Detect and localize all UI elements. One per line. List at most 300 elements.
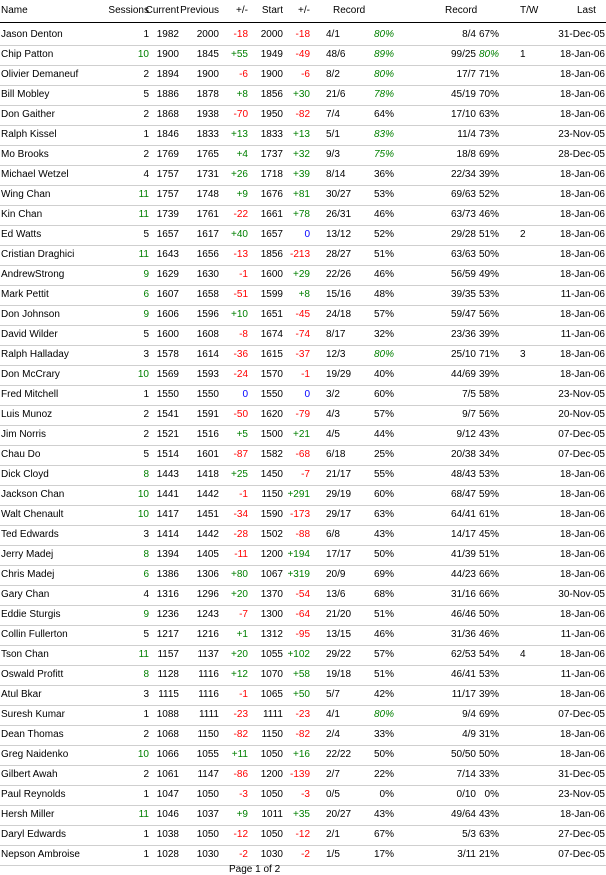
- delta-start: -74: [295, 329, 310, 340]
- sessions: 2: [143, 69, 149, 80]
- last-played: 18-Jan-06: [559, 469, 605, 480]
- current-rating: 1066: [156, 749, 179, 760]
- record-session: 15/16: [326, 289, 352, 300]
- delta-previous: +10: [231, 309, 248, 320]
- last-played: 18-Jan-06: [559, 309, 605, 320]
- record-total: 44/69: [450, 369, 476, 380]
- previous-rating: 1617: [196, 229, 219, 240]
- table-row: [0, 525, 606, 546]
- record-session-pct: 80%: [373, 349, 394, 360]
- player-name: Don Johnson: [1, 309, 60, 320]
- sessions: 10: [137, 49, 149, 60]
- record-total: 7/5: [462, 389, 476, 400]
- sessions: 10: [137, 489, 149, 500]
- record-total-pct: 49%: [478, 269, 499, 280]
- record-session: 4/5: [326, 429, 340, 440]
- last-played: 18-Jan-06: [559, 809, 605, 820]
- record-session: 22/26: [326, 269, 352, 280]
- start-rating: 1070: [260, 669, 283, 680]
- last-played: 07-Dec-05: [558, 709, 605, 720]
- record-session-pct: 57%: [373, 309, 394, 320]
- last-played: 11-Jan-06: [560, 669, 605, 680]
- record-total-pct: 50%: [478, 249, 499, 260]
- delta-previous: -50: [233, 409, 248, 420]
- record-session-pct: 80%: [373, 69, 394, 80]
- record-session: 19/29: [326, 369, 352, 380]
- start-rating: 1661: [260, 209, 283, 220]
- record-total: 39/35: [450, 289, 476, 300]
- current-rating: 1088: [156, 709, 179, 720]
- last-played: 18-Jan-06: [559, 89, 605, 100]
- record-total: 49/64: [450, 809, 476, 820]
- player-name: Eddie Sturgis: [1, 609, 61, 620]
- delta-start: +78: [293, 209, 310, 220]
- record-session: 24/18: [326, 309, 352, 320]
- table-row: [0, 65, 606, 86]
- sessions: 9: [143, 309, 149, 320]
- record-total: 8/4: [462, 29, 476, 40]
- sessions: 5: [143, 449, 149, 460]
- player-name: Dick Cloyd: [1, 469, 49, 480]
- previous-rating: 1405: [196, 549, 219, 560]
- table-row: [0, 205, 606, 226]
- previous-rating: 1630: [196, 269, 219, 280]
- table-row: [0, 565, 606, 586]
- record-total: 9/12: [456, 429, 476, 440]
- record-session: 19/18: [326, 669, 352, 680]
- current-rating: 1578: [156, 349, 179, 360]
- record-session-pct: 83%: [373, 129, 394, 140]
- record-session: 2/4: [326, 729, 340, 740]
- delta-start: +319: [287, 569, 310, 580]
- last-played: 18-Jan-06: [559, 169, 605, 180]
- sessions: 10: [137, 509, 149, 520]
- record-total: 68/47: [450, 489, 476, 500]
- record-session-pct: 57%: [373, 649, 394, 660]
- record-session-pct: 25%: [373, 449, 394, 460]
- sessions: 8: [143, 669, 149, 680]
- record-session: 0/5: [326, 789, 340, 800]
- last-played: 18-Jan-06: [559, 349, 605, 360]
- previous-rating: 1614: [196, 349, 219, 360]
- sessions: 1: [143, 829, 149, 840]
- last-played: 18-Jan-06: [559, 69, 605, 80]
- previous-rating: 1731: [196, 169, 219, 180]
- table-row: [0, 845, 606, 866]
- current-rating: 1514: [156, 449, 179, 460]
- page-footer: Page 1 of 2: [229, 864, 281, 875]
- record-session: 2/7: [326, 769, 340, 780]
- record-total: 17/7: [456, 69, 476, 80]
- delta-start: -68: [295, 449, 310, 460]
- record-session-pct: 60%: [373, 489, 394, 500]
- record-total-pct: 73%: [478, 129, 499, 140]
- delta-previous: -6: [239, 69, 248, 80]
- delta-start: +21: [293, 429, 310, 440]
- record-session-pct: 51%: [373, 249, 394, 260]
- previous-rating: 1900: [196, 69, 219, 80]
- last-played: 18-Jan-06: [559, 509, 605, 520]
- player-name: David Wilder: [1, 329, 58, 340]
- previous-rating: 1658: [196, 289, 219, 300]
- current-rating: 1128: [157, 669, 179, 680]
- last-played: 18-Jan-06: [559, 269, 605, 280]
- sessions: 4: [143, 169, 149, 180]
- delta-start: 0: [304, 389, 310, 400]
- start-rating: 1718: [260, 169, 283, 180]
- current-rating: 1657: [156, 229, 179, 240]
- record-total-pct: 50%: [478, 609, 499, 620]
- record-total: 11/4: [457, 129, 476, 140]
- last-played: 18-Jan-06: [559, 529, 605, 540]
- table-row: [0, 425, 606, 446]
- sessions: 2: [143, 109, 149, 120]
- last-played: 18-Jan-06: [559, 609, 605, 620]
- delta-previous: +8: [236, 89, 248, 100]
- record-session-pct: 46%: [373, 209, 394, 220]
- sessions: 1: [143, 129, 149, 140]
- record-total-pct: 50%: [478, 749, 499, 760]
- record-total: 14/17: [450, 529, 476, 540]
- current-rating: 1316: [156, 589, 179, 600]
- table-row: [0, 645, 606, 666]
- start-rating: 1065: [260, 689, 283, 700]
- current-rating: 1769: [156, 149, 179, 160]
- player-name: Ted Edwards: [1, 529, 59, 540]
- record-session-pct: 43%: [373, 809, 394, 820]
- player-name: Dean Thomas: [1, 729, 64, 740]
- delta-start: 0: [304, 229, 310, 240]
- current-rating: 1068: [156, 729, 179, 740]
- sessions: 8: [143, 549, 149, 560]
- last-played: 27-Dec-05: [558, 829, 605, 840]
- table-row: [0, 605, 606, 626]
- table-row: [0, 505, 606, 526]
- start-rating: 1599: [260, 289, 283, 300]
- record-total: 41/39: [450, 549, 476, 560]
- record-total: 17/10: [450, 109, 476, 120]
- start-rating: 1582: [260, 449, 283, 460]
- record-session-pct: 53%: [373, 189, 394, 200]
- player-name: Ed Watts: [1, 229, 42, 240]
- record-total: 23/36: [450, 329, 476, 340]
- table-row: [0, 125, 606, 146]
- last-played: 18-Jan-06: [559, 569, 605, 580]
- table-row: [0, 325, 606, 346]
- delta-start: -139: [289, 769, 310, 780]
- player-name: Daryl Edwards: [1, 829, 67, 840]
- delta-previous: -28: [233, 529, 248, 540]
- table-row: [0, 185, 606, 206]
- player-name: Suresh Kumar: [1, 709, 65, 720]
- record-session: 13/12: [326, 229, 352, 240]
- player-name: Ralph Halladay: [1, 349, 69, 360]
- delta-start: +29: [293, 269, 310, 280]
- record-total-pct: 52%: [478, 189, 499, 200]
- player-name: Ralph Kissel: [1, 129, 57, 140]
- current-rating: 1038: [156, 829, 179, 840]
- current-rating: 1569: [156, 369, 179, 380]
- previous-rating: 1833: [196, 129, 219, 140]
- record-total: 5/3: [462, 829, 476, 840]
- record-session-pct: 67%: [373, 829, 394, 840]
- table-row: [0, 585, 606, 606]
- record-total: 63/63: [450, 249, 476, 260]
- current-rating: 1606: [156, 309, 179, 320]
- last-played: 18-Jan-06: [559, 109, 605, 120]
- record-session: 21/17: [326, 469, 352, 480]
- current-rating: 1443: [156, 469, 179, 480]
- last-played: 18-Jan-06: [559, 49, 605, 60]
- record-total: 20/38: [450, 449, 476, 460]
- record-total: 9/7: [462, 409, 476, 420]
- delta-previous: +5: [236, 429, 248, 440]
- previous-rating: 1243: [196, 609, 219, 620]
- delta-start: +291: [287, 489, 310, 500]
- start-rating: 1450: [260, 469, 283, 480]
- player-name: Atul Bkar: [1, 689, 42, 700]
- delta-previous: -24: [233, 369, 248, 380]
- delta-previous: -51: [233, 289, 248, 300]
- record-session: 1/5: [326, 849, 340, 860]
- table-row: [0, 745, 606, 766]
- table-row: [0, 625, 606, 646]
- record-total: 7/14: [456, 769, 476, 780]
- previous-rating: 1591: [196, 409, 219, 420]
- record-total-pct: 70%: [478, 89, 499, 100]
- last-played: 18-Jan-06: [559, 489, 605, 500]
- current-rating: 1046: [156, 809, 179, 820]
- table-row: [0, 685, 606, 706]
- delta-start: -37: [295, 349, 310, 360]
- table-row: [0, 765, 606, 786]
- start-rating: 1570: [260, 369, 283, 380]
- header-current: Current: [145, 5, 179, 16]
- start-rating: 1030: [260, 849, 283, 860]
- current-rating: 1846: [156, 129, 179, 140]
- player-name: Olivier Demaneuf: [1, 69, 79, 80]
- start-rating: 1150: [261, 489, 283, 500]
- last-played: 18-Jan-06: [559, 229, 605, 240]
- header-delta-start: +/-: [298, 5, 310, 16]
- last-played: 30-Nov-05: [558, 589, 605, 600]
- sessions: 5: [143, 229, 149, 240]
- current-rating: 1550: [156, 389, 179, 400]
- record-total-pct: 56%: [478, 409, 499, 420]
- player-name: Greg Naidenko: [1, 749, 69, 760]
- start-rating: 1737: [260, 149, 283, 160]
- player-name: Oswald Profitt: [1, 669, 64, 680]
- player-name: Tson Chan: [1, 649, 49, 660]
- delta-start: -88: [295, 529, 310, 540]
- start-rating: 1150: [261, 729, 283, 740]
- sessions: 4: [143, 589, 149, 600]
- player-name: Walt Chenault: [1, 509, 64, 520]
- record-total: 64/41: [450, 509, 476, 520]
- player-name: Paul Reynolds: [1, 789, 66, 800]
- record-session-pct: 22%: [373, 769, 394, 780]
- record-total-pct: 46%: [478, 209, 499, 220]
- record-session: 26/31: [326, 209, 352, 220]
- record-total: 59/47: [450, 309, 476, 320]
- previous-rating: 1150: [197, 729, 219, 740]
- delta-previous: -1: [239, 689, 248, 700]
- player-name: Mo Brooks: [1, 149, 49, 160]
- player-name: Jim Norris: [1, 429, 46, 440]
- delta-previous: -7: [239, 609, 248, 620]
- record-session: 4/3: [326, 409, 340, 420]
- record-total: 18/8: [456, 149, 476, 160]
- previous-rating: 1656: [196, 249, 219, 260]
- sessions: 1: [143, 389, 149, 400]
- player-name: Jason Denton: [1, 29, 63, 40]
- record-session: 22/22: [326, 749, 352, 760]
- previous-rating: 1147: [197, 769, 219, 780]
- record-total: 22/34: [450, 169, 476, 180]
- player-name: Don Gaither: [1, 109, 55, 120]
- delta-previous: +1: [236, 629, 248, 640]
- record-total-pct: 61%: [478, 509, 499, 520]
- start-rating: 1856: [260, 249, 283, 260]
- table-row: [0, 705, 606, 726]
- sessions: 5: [143, 629, 149, 640]
- previous-rating: 1037: [196, 809, 219, 820]
- sessions: 11: [138, 189, 149, 200]
- player-name: Fred Mitchell: [1, 389, 59, 400]
- previous-rating: 1418: [196, 469, 219, 480]
- record-session-pct: 46%: [373, 629, 394, 640]
- previous-rating: 1608: [196, 329, 219, 340]
- delta-start: -2: [301, 849, 310, 860]
- start-rating: 1502: [260, 529, 283, 540]
- delta-previous: -18: [233, 29, 248, 40]
- delta-previous: +80: [231, 569, 248, 580]
- record-total-pct: 71%: [478, 69, 499, 80]
- current-rating: 1394: [156, 549, 179, 560]
- record-session: 6/18: [326, 449, 346, 460]
- table-row: [0, 825, 606, 846]
- previous-rating: 1451: [196, 509, 219, 520]
- header-last: Last: [577, 5, 596, 16]
- delta-start: -1: [301, 369, 310, 380]
- record-session: 13/6: [326, 589, 346, 600]
- record-session-pct: 68%: [373, 589, 394, 600]
- current-rating: 1541: [156, 409, 179, 420]
- record-session: 29/22: [326, 649, 352, 660]
- current-rating: 1157: [157, 649, 179, 660]
- delta-start: -95: [295, 629, 310, 640]
- previous-rating: 1938: [196, 109, 219, 120]
- start-rating: 1833: [260, 129, 283, 140]
- record-session: 12/3: [326, 349, 346, 360]
- player-name: Chris Madej: [1, 569, 55, 580]
- player-name: Hersh Miller: [1, 809, 55, 820]
- sessions: 10: [137, 369, 149, 380]
- delta-previous: -1: [239, 489, 248, 500]
- table-header: [0, 0, 606, 23]
- current-rating: 1236: [156, 609, 179, 620]
- record-total-pct: 58%: [478, 389, 499, 400]
- delta-start: +8: [298, 289, 310, 300]
- sessions: 2: [143, 409, 149, 420]
- record-session: 29/17: [326, 509, 352, 520]
- sessions: 10: [137, 749, 149, 760]
- record-total-pct: 31%: [478, 729, 499, 740]
- record-total-pct: 39%: [478, 329, 499, 340]
- record-total-pct: 53%: [478, 289, 499, 300]
- start-rating: 1200: [260, 549, 283, 560]
- previous-rating: 1765: [196, 149, 219, 160]
- record-total: 46/41: [450, 669, 476, 680]
- record-total-pct: 43%: [478, 429, 499, 440]
- start-rating: 1312: [260, 629, 283, 640]
- delta-start: -45: [295, 309, 310, 320]
- previous-rating: 1050: [196, 829, 219, 840]
- player-name: Kin Chan: [1, 209, 43, 220]
- record-session-pct: 46%: [373, 269, 394, 280]
- delta-start: -12: [295, 829, 310, 840]
- player-name: Nepson Ambroise: [1, 849, 80, 860]
- record-session: 6/8: [326, 529, 340, 540]
- current-rating: 1982: [156, 29, 179, 40]
- delta-previous: +25: [231, 469, 248, 480]
- last-played: 23-Nov-05: [558, 389, 605, 400]
- delta-previous: +9: [236, 189, 248, 200]
- start-rating: 1900: [260, 69, 283, 80]
- record-total-pct: 34%: [478, 449, 499, 460]
- record-total: 48/43: [450, 469, 476, 480]
- delta-previous: -11: [234, 549, 248, 560]
- player-name: Collin Fullerton: [1, 629, 68, 640]
- current-rating: 1061: [156, 769, 179, 780]
- delta-start: +81: [293, 189, 310, 200]
- tw: 2: [520, 229, 526, 240]
- start-rating: 1615: [260, 349, 283, 360]
- record-session-pct: 80%: [373, 29, 394, 40]
- previous-rating: 1116: [198, 689, 219, 700]
- start-rating: 1370: [260, 589, 283, 600]
- player-name: Wing Chan: [1, 189, 51, 200]
- start-rating: 1550: [260, 389, 283, 400]
- record-session-pct: 60%: [373, 389, 394, 400]
- sessions: 9: [143, 609, 149, 620]
- previous-rating: 1137: [197, 649, 219, 660]
- current-rating: 1414: [156, 529, 179, 540]
- delta-start: -18: [295, 29, 310, 40]
- start-rating: 1600: [260, 269, 283, 280]
- delta-start: +16: [293, 749, 310, 760]
- table-row: [0, 145, 606, 166]
- current-rating: 1600: [156, 329, 179, 340]
- table-row: [0, 245, 606, 266]
- record-total: 63/73: [450, 209, 476, 220]
- table-row: [0, 545, 606, 566]
- delta-start: +39: [293, 169, 310, 180]
- delta-previous: +20: [231, 589, 248, 600]
- table-row: [0, 785, 606, 806]
- record-session-pct: 52%: [373, 229, 394, 240]
- delta-previous: +13: [231, 129, 248, 140]
- last-played: 07-Dec-05: [558, 429, 605, 440]
- sessions: 11: [138, 209, 149, 220]
- current-rating: 1629: [156, 269, 179, 280]
- delta-start: -49: [295, 49, 310, 60]
- header-delta-previous: +/-: [236, 5, 248, 16]
- current-rating: 1900: [156, 49, 179, 60]
- delta-previous: -34: [233, 509, 248, 520]
- record-total-pct: 63%: [478, 109, 499, 120]
- record-total-pct: 54%: [478, 649, 499, 660]
